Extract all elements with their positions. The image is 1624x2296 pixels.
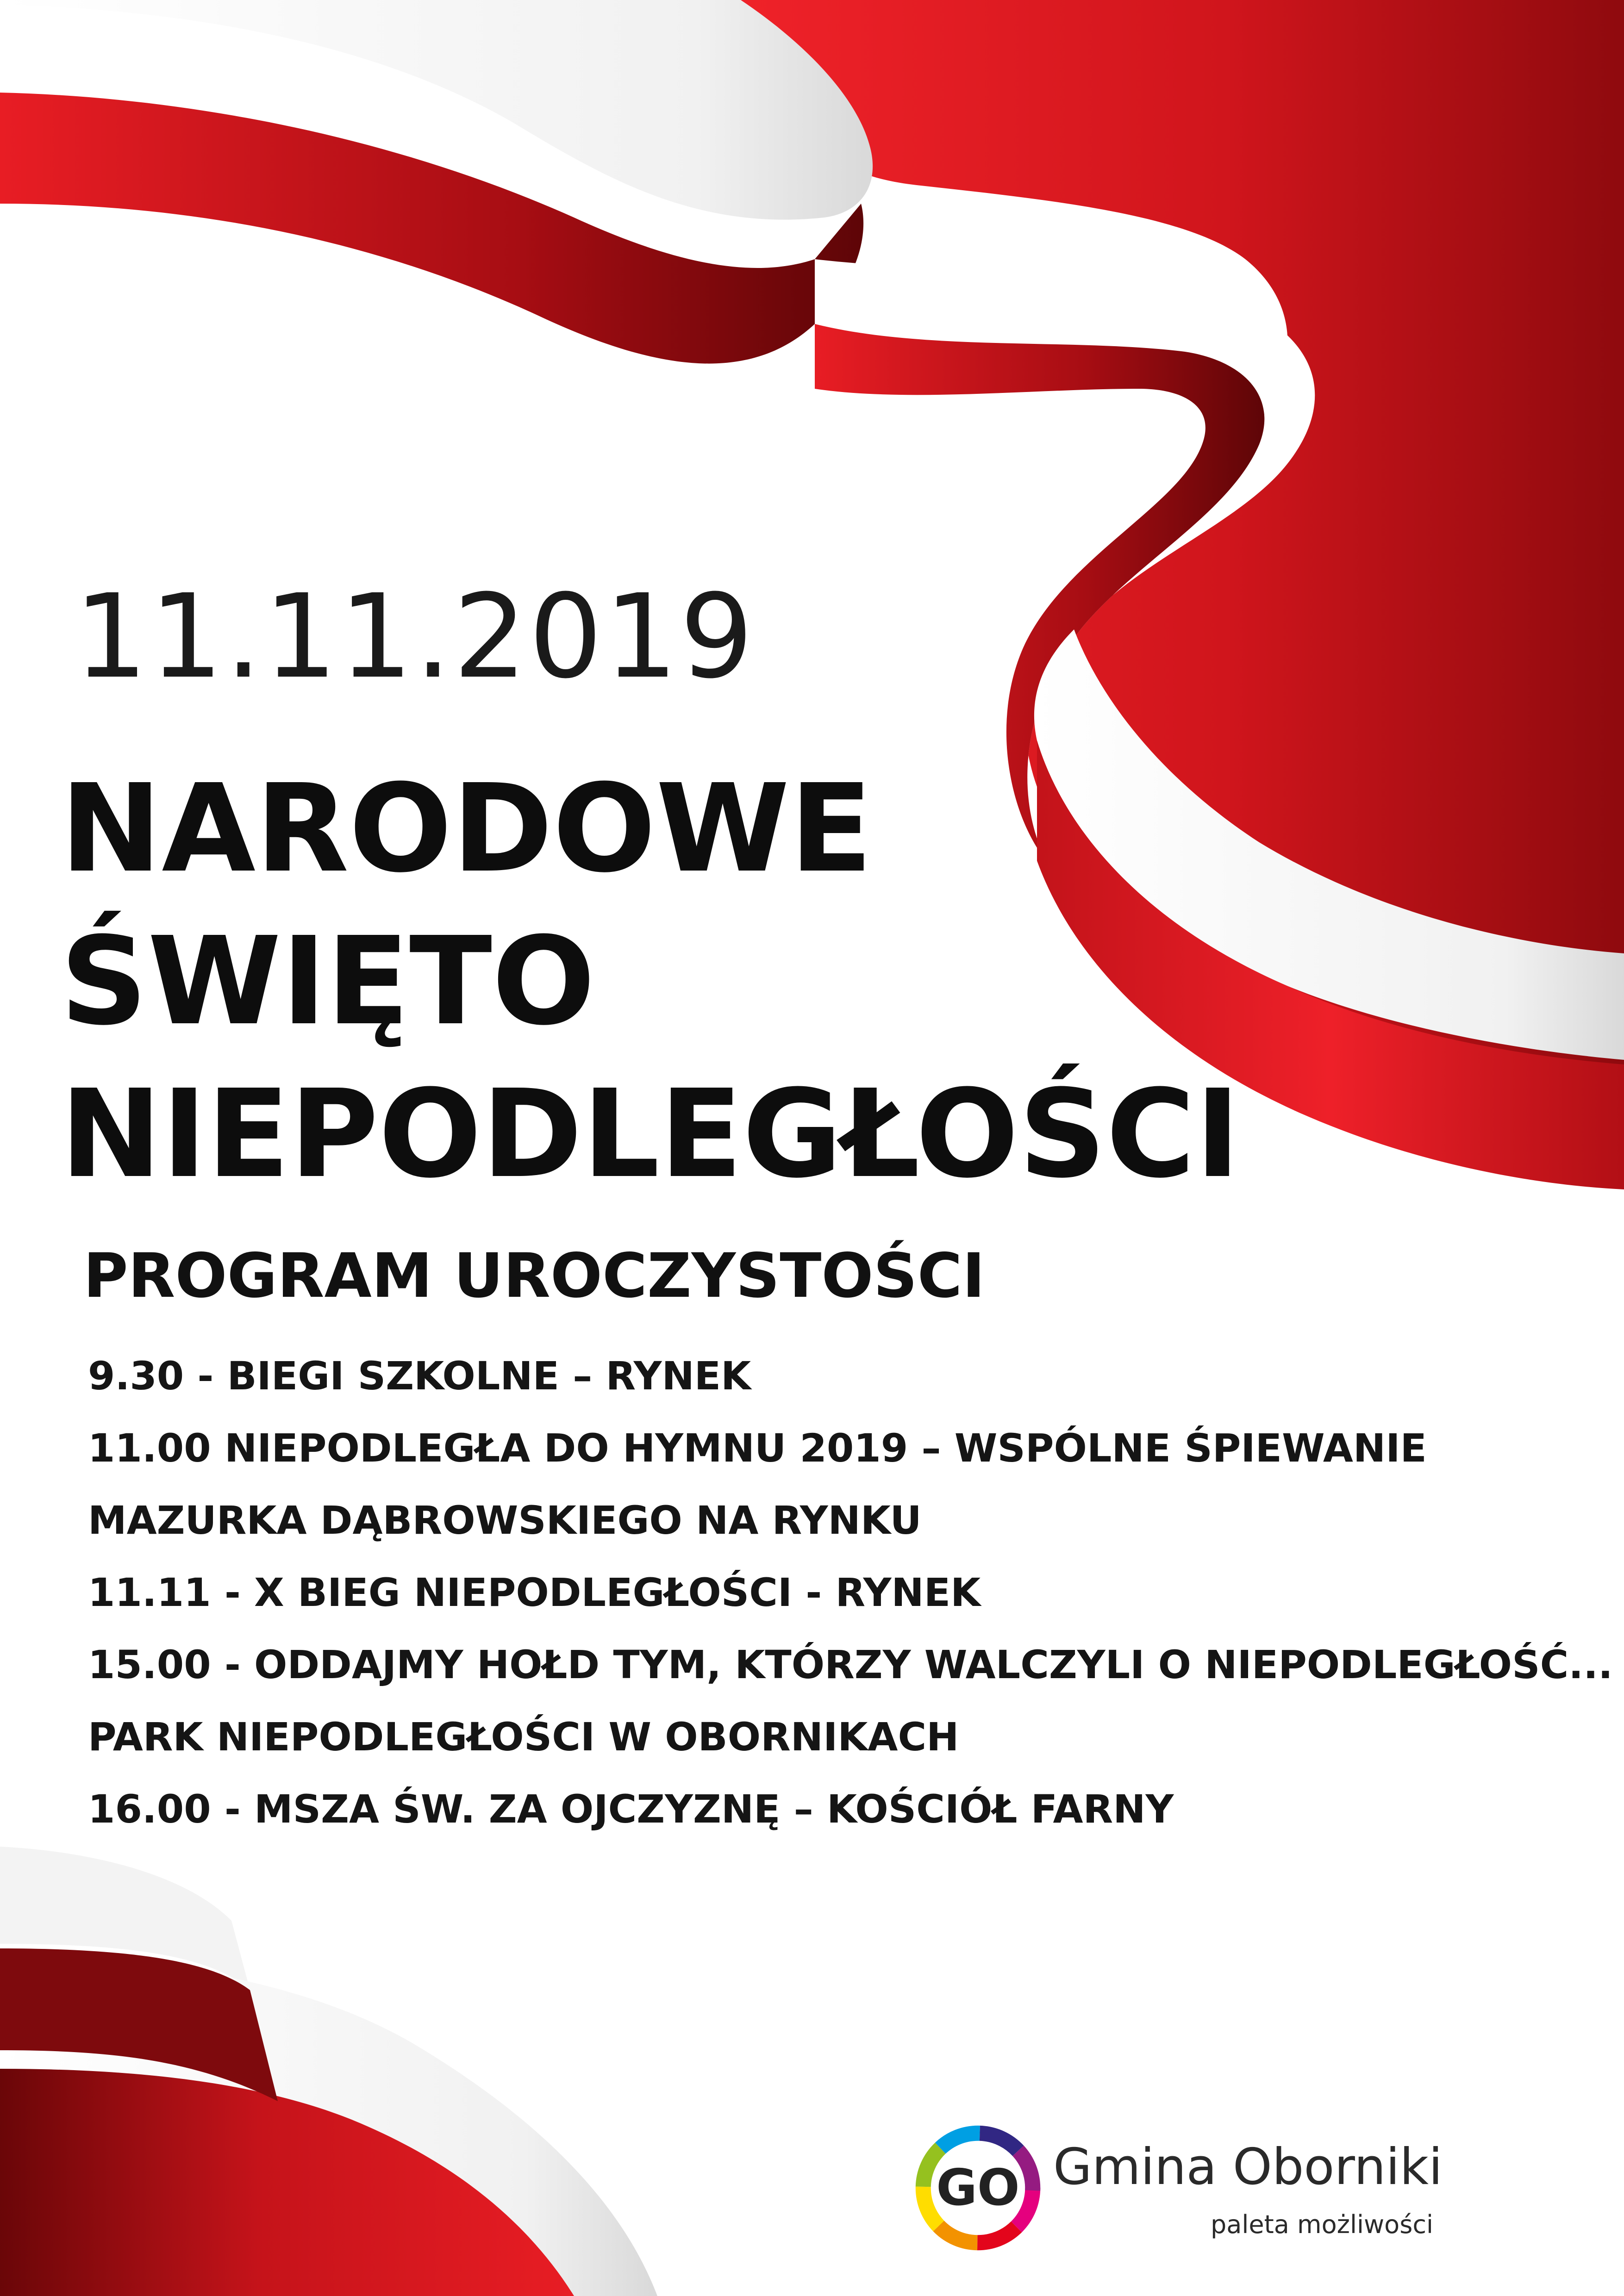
program-item: 11.11 - X BIEG NIEPODLEGŁOŚCI - RYNEK	[88, 1570, 981, 1615]
program-item: MAZURKA DĄBROWSKIEGO NA RYNKU	[88, 1498, 922, 1543]
program-item: 16.00 - MSZA ŚW. ZA OJCZYZNĘ – KOŚCIÓŁ FARNY	[88, 1786, 1174, 1832]
logo-badge-text: GO	[936, 2159, 1020, 2217]
event-date: 11.11.2019	[74, 569, 756, 704]
title-line-3: NIEPODLEGŁOŚCI	[60, 1064, 1240, 1205]
gmina-oborniki-logo	[914, 2124, 1447, 2254]
logo-tagline: paleta możliwości	[1211, 2210, 1434, 2239]
logo-name: Gmina Oborniki	[1053, 2138, 1443, 2196]
program-item: 11.00 NIEPODLEGŁA DO HYMNU 2019 – WSPÓLNE ŚPIEWANIE	[88, 1425, 1427, 1471]
program-item: 15.00 - ODDAJMY HOŁD TYM, KTÓRZY WALCZYLI O NIEPODLEGŁOŚĆ...	[88, 1642, 1613, 1687]
title-line-1: NARODOWE	[60, 758, 873, 899]
program-heading: PROGRAM UROCZYSTOŚCI	[83, 1240, 985, 1312]
program-item: PARK NIEPODLEGŁOŚCI W OBORNIKACH	[88, 1714, 959, 1760]
program-list	[88, 1340, 1613, 1845]
program-item: 9.30 - BIEGI SZKOLNE – RYNEK	[88, 1353, 751, 1399]
title-line-2: ŚWIĘTO	[60, 911, 595, 1052]
